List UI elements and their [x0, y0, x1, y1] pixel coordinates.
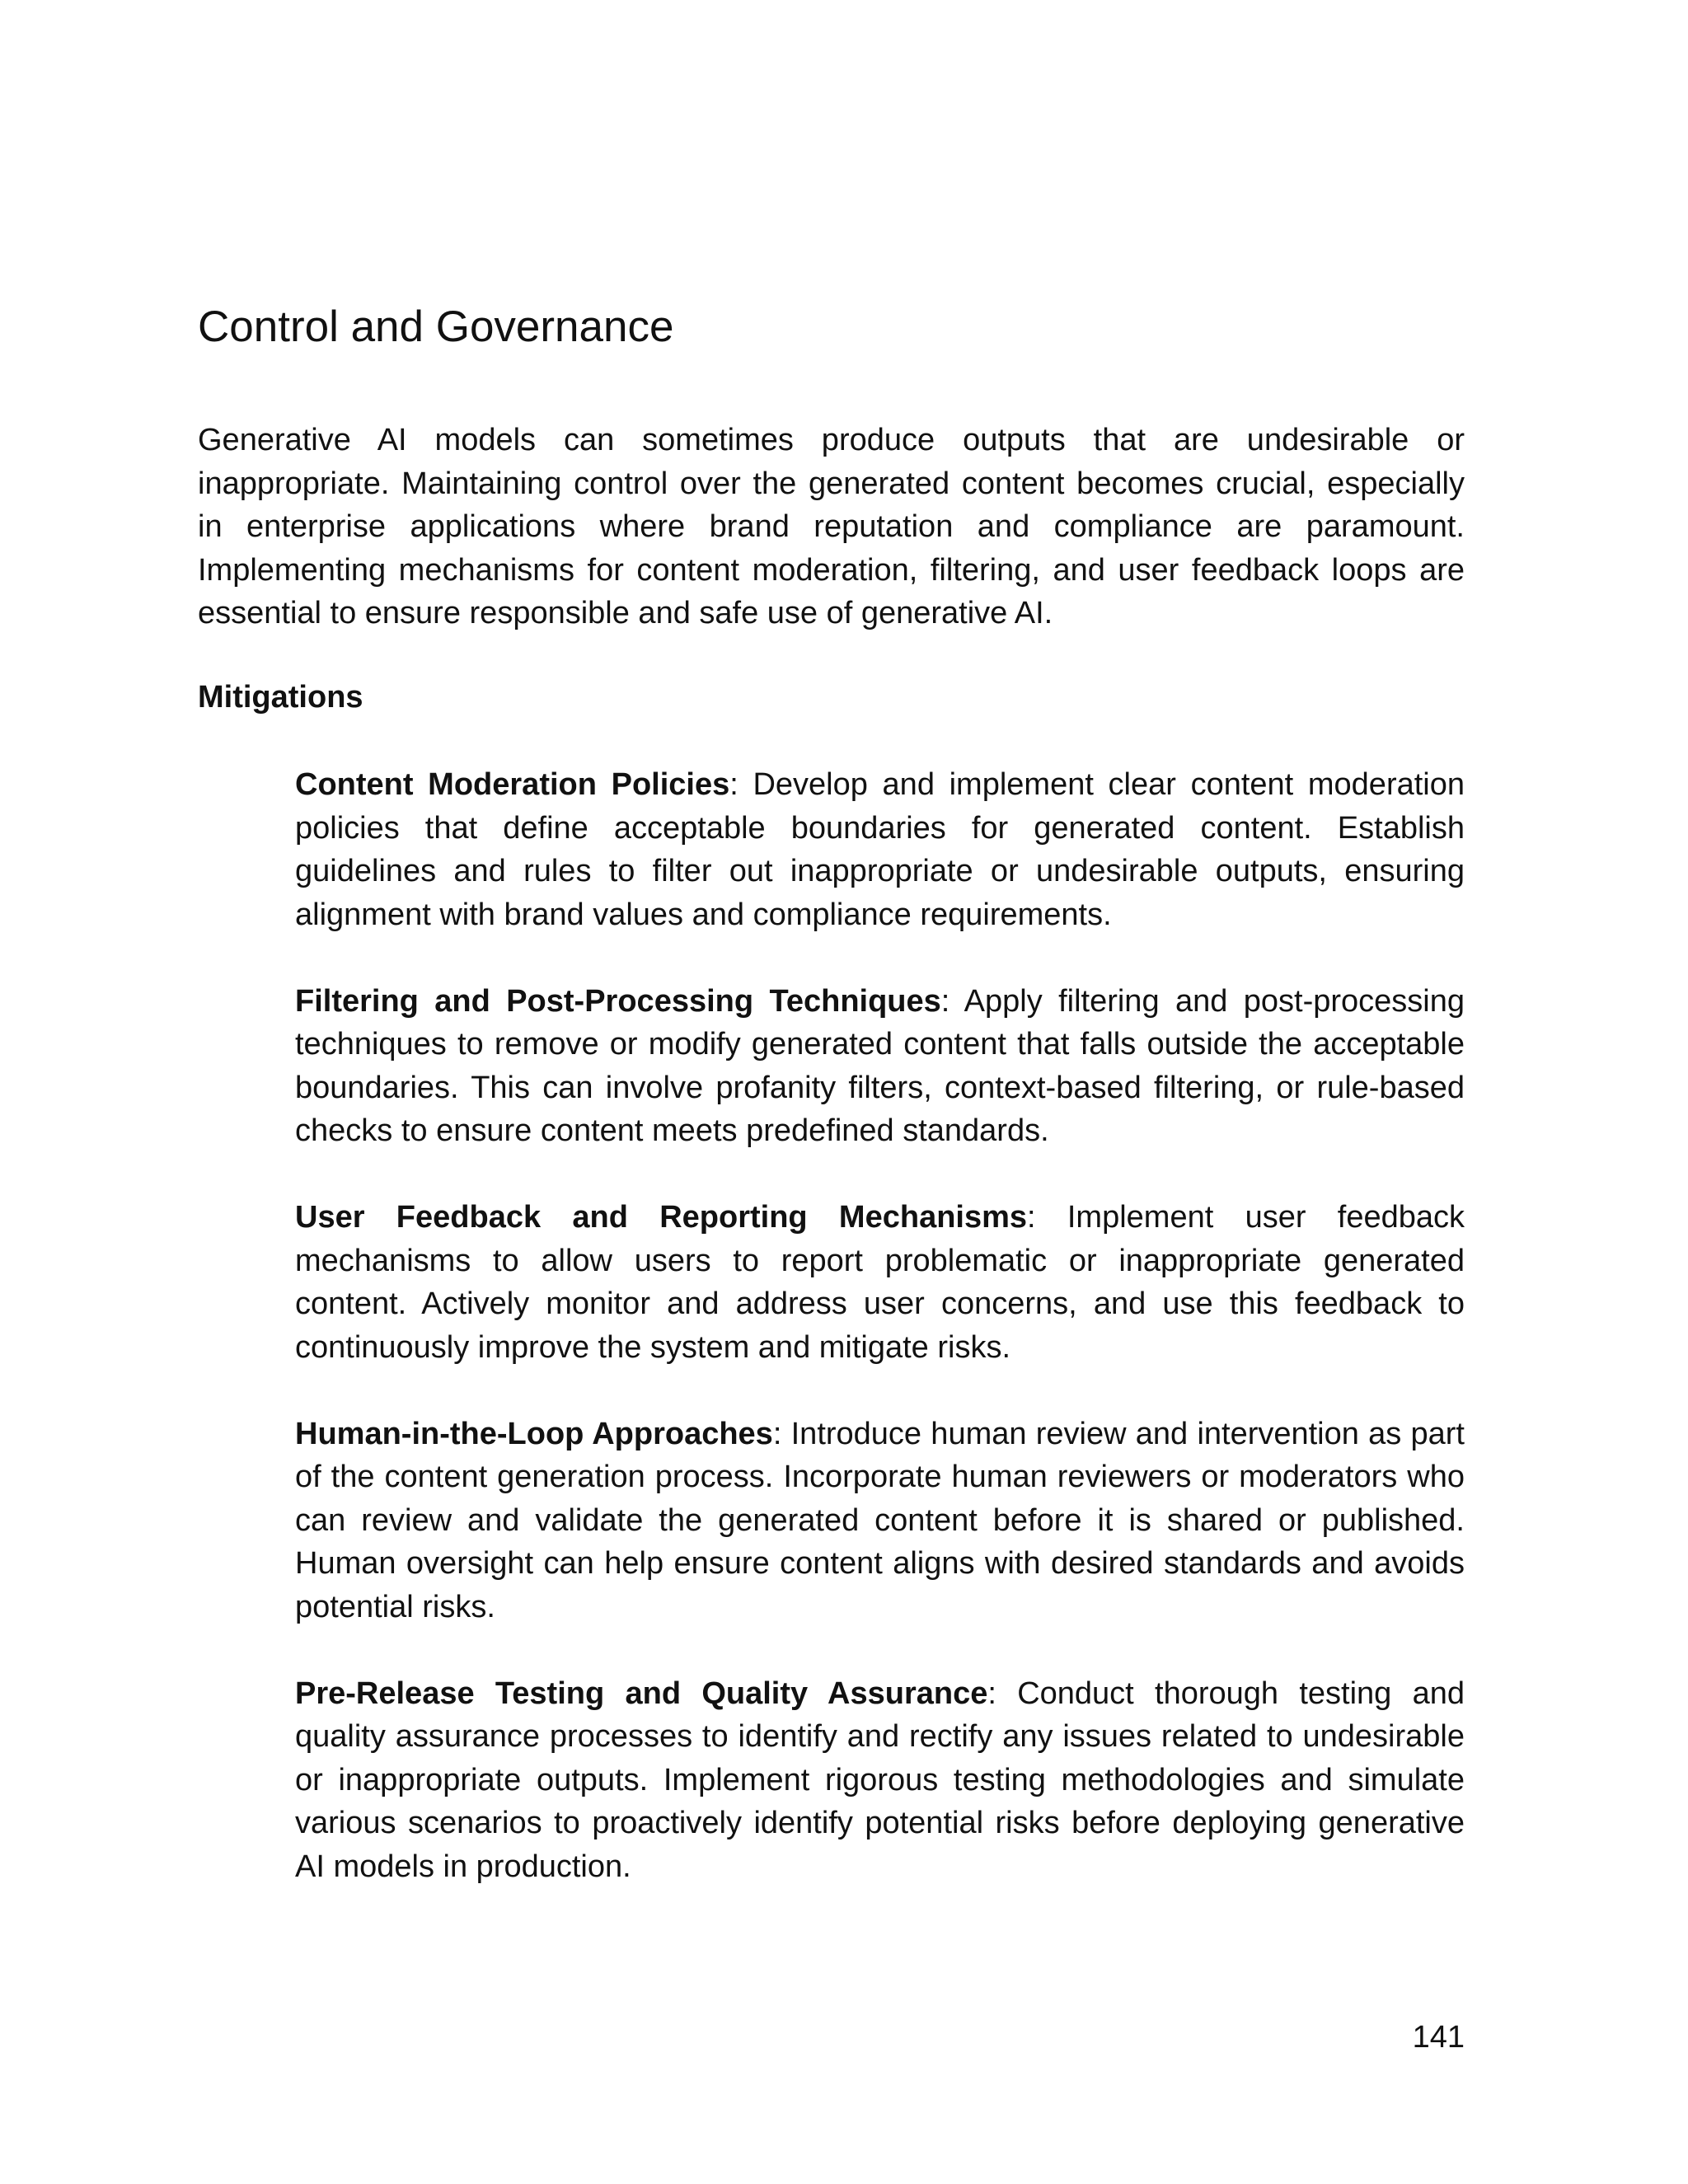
mitigation-item: [295, 1196, 1465, 1369]
mitigation-item: [295, 1413, 1465, 1629]
mitigation-description: : Conduct thorough testing and quality assurance processes to identify and rectify any issues related to undesirable or inappropriate outputs. Implement rigorous testing methodologies and simulate various scenarios to proactively identify potential risks before deploying generative AI models in production.: [295, 1675, 1465, 1884]
mitigation-term: Content Moderation Policies: [295, 767, 730, 802]
mitigation-term: Human-in-the-Loop Approaches: [295, 1416, 773, 1451]
mitigation-item: [295, 1672, 1465, 1889]
page-number: 141: [1412, 2020, 1465, 2055]
mitigations-list: [295, 763, 1465, 1932]
intro-paragraph: Generative AI models can sometimes produce outputs that are undesirable or inappropriate. Maintaining control over the generated content becomes crucial, especially in enterprise applications where brand reputation and compliance are paramount. Implementing mechanisms for content moderation, filtering, and user feedback loops are essential to ensure responsible and safe use of generative AI.: [198, 423, 1465, 630]
mitigation-term: Pre-Release Testing and Quality Assurance: [295, 1675, 988, 1711]
mitigation-description: : Introduce human review and intervention as part of the content generation process. Incorporate human reviewers or moderators who can review and validate the generated content before it is shared or published. Human oversight can help ensure content aligns with desired standards and avoids potential risks.: [295, 1416, 1465, 1624]
mitigation-item: [295, 763, 1465, 936]
section-title: Control and Governance: [198, 302, 674, 351]
mitigation-term: Filtering and Post-Processing Techniques: [295, 983, 941, 1019]
mitigations-heading: Mitigations: [198, 680, 363, 715]
mitigation-term: User Feedback and Reporting Mechanisms: [295, 1200, 1028, 1235]
mitigation-description: : Develop and implement clear content moderation policies that define acceptable boundaries for generated content. Establish guidelines and rules to filter out inappropriate or undesirable outputs, ensuring alignment with brand values and compliance requirements.: [295, 767, 1465, 932]
mitigation-item: [295, 980, 1465, 1153]
mitigation-description: : Apply filtering and post-processing techniques to remove or modify generated content that falls outside the acceptable boundaries. This can involve profanity filters, context-based filtering, or rule-based checks to ensure content meets predefined standards.: [295, 983, 1465, 1148]
mitigation-description: : Implement user feedback mechanisms to allow users to report problematic or inappropriate generated content. Actively monitor and address user concerns, and use this feedback to continuously improve the system and mitigate risks.: [295, 1200, 1465, 1365]
